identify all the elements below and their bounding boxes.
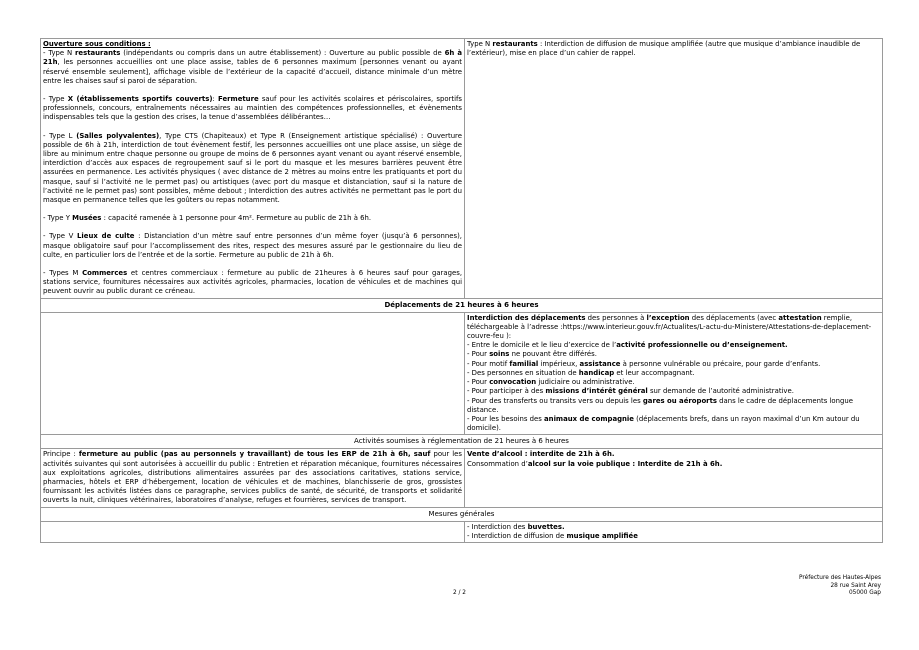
empty-cell [41,312,465,435]
alcool-cell [465,449,883,507]
regulations-table [40,38,883,543]
list-item: - Entre le domicile et le lieu d’exercice de l’activité professionnelle ou d’enseignement. [467,341,788,350]
deplacements-cell [465,312,883,435]
empty-cell [41,521,465,542]
table-row [41,449,883,507]
type-v-paragraph: - Type V Lieux de culte : Distanciation d’un mètre sauf entre personnes d’un même foyer (jusqu’à 6 personnes), masque obligatoire sauf pour l’accomplissement des rites, respect des mesures assuré par le gestionnaire du lieu de culte, en particulier lors de l’entrée et de la sortie. Fermeture au public de 21h à 6h. [43,232,462,259]
section-title-deplacements: Déplacements de 21 heures à 6 heures [41,298,883,312]
table-row [41,521,883,542]
list-item: - Pour motif familial impérieux, assistance à personne vulnérable ou précaire, pour garde d’enfants. [467,359,821,368]
address-line: Préfecture des Hautes-Alpes [799,575,881,581]
list-item: - Pour des transferts ou transits vers ou depuis les gares ou aéroports dans le cadre de déplacements longue distance. [467,396,853,414]
mesures-cell [465,521,883,542]
address-line: 28 rue Saint Arey [830,582,881,589]
table-row [41,39,883,299]
list-item: - Pour participer à des missions d’intérêt général sur demande de l’autorité administrative. [467,387,794,396]
conditions-cell [41,39,465,299]
table-row [41,312,883,435]
list-item: - Pour soins ne pouvant être différés. [467,350,597,359]
deplacements-intro: Interdiction des déplacements des personnes à l’exception des déplacements (avec attestation remplie, téléchargeable à l’adresse :https://www.interieur.gouv.fr/Actualites/L-actu-du-Ministere/Attestations-de-deplacement-couvre-feu ): [467,313,872,341]
type-y-paragraph: - Type Y Musées : capacité ramenée à 1 personne pour 4m². Fermeture au public de 21h à 6h. [43,214,372,223]
list-item: - Interdiction de diffusion de musique amplifiée [467,531,638,540]
type-x-paragraph: - Type X (établissements sportifs couverts): Fermeture sauf pour les activités scolaires et périscolaires, sportifs professionnels, concours, entraînements nécessaires au maintien des compétences professionnelles, et évènements indispensables tels que la gestion des crises, la tenue d’assemblées délibérantes… [43,95,463,122]
section-header-row [41,435,883,449]
alcool-vente: Vente d’alcool : interdite de 21h à 6h. [467,450,615,459]
address-line: 05000 Gap [848,590,881,597]
section-title-activites: Activités soumises à réglementation de 21 heures à 6 heures [41,435,883,449]
page-number: 2 / 2 [452,590,466,596]
type-m-paragraph: - Types M Commerces et centres commerciaux : fermeture au public de 21heures à 6 heures sauf pour garages, stations service, fournitures nécessaires aux activités agricoles, pharmacies, location de véhicules et de machines qui peuvent ouvrir au public durant ce créneau. [43,269,463,296]
type-l-paragraph: - Type L (Salles polyvalentes), Type CTS (Chapiteaux) et Type R (Enseignement artistique spécialisé) : Ouverture possible de 6h à 21h, interdiction de tout évènement festif, les personnes accueillies ont une place assise, un siège de libre au minimum entre chaque personne ou groupe de moins de 6 personnes ayant venant ou ayant réservé ensemble, interdiction d’accès aux espaces de regroupement sauf si le port du masque et les mesures barrières peuvent être assurées en permanence. Les activités physiques ( avec distance de 2 mètres au moins entre les pratiquants et port du masque, sauf si l’activité ne le permet pas) ou artistiques (avec port du masque et distanciation, sauf si la nature de l’activité ne le permet pas) sont possibles, même debout ; Interdiction des autres activités ne permettant pas le port du masque en permanence telles que les goûters ou repas notamment. [43,131,462,205]
list-item: - Pour convocation judiciaire ou administrative. [467,378,635,387]
type-n-paragraph: - Type N restaurants (indépendants ou compris dans un autre établissement) : Ouverture au public possible de 6h à 21h, les personnes accueillies ont une place assise, tables de 6 personnes maximum [personnes venant ou ayant réservé ensemble seulement], affichage visible de l’extérieur de la capacité d’accueil, distance minimale d’un mètre entre les chaises sauf si paroi de séparation. [43,49,463,85]
principe-paragraph: Principe : fermeture au public (pas au personnels y travaillant) de tous les ERP de 21h à 6h, sauf pour les activités suivantes qui sont autorisées à accueillir du public : Entretien et réparation mécanique, fournitures nécessaires aux exploitations agricoles, distributions alimentaires assurées par des associations caritatives, stations service, pharmacies, hôtels et ERP d’hébergement, location de véhicules et de machines, blanchisserie de gros, grossistes fournissant les activités listées dans ce paragraphe, services publics de santé, de sécurité, de transports et solidarité ouverts la nuit, cliniques vétérinaires, laboratoires d’analyse, refuges et fourrières, services de transport. [43,450,462,505]
list-item: - Interdiction des buvettes. [467,522,565,531]
restaurants-cell [465,39,883,299]
list-item: - Pour les besoins des animaux de compagnie (déplacements brefs, dans un rayon maximal d’un Km autour du domicile). [467,414,860,433]
restaurants-paragraph: Type N restaurants : Interdiction de diffusion de musique amplifiée (autre que musique d’ambiance inaudible de l’extérieur), mise en place d’un cahier de rappel. [467,40,861,58]
principe-cell [41,449,465,507]
list-item: - Des personnes en situation de handicap et leur accompagnant. [467,368,695,377]
alcool-consommation: Consommation d’alcool sur la voie publique : Interdite de 21h à 6h. [467,459,723,468]
section-header-row [41,507,883,521]
section-header-row [41,298,883,312]
conditions-heading: Ouverture sous conditions : [43,40,151,48]
section-title-mesures: Mesures générales [41,507,883,521]
